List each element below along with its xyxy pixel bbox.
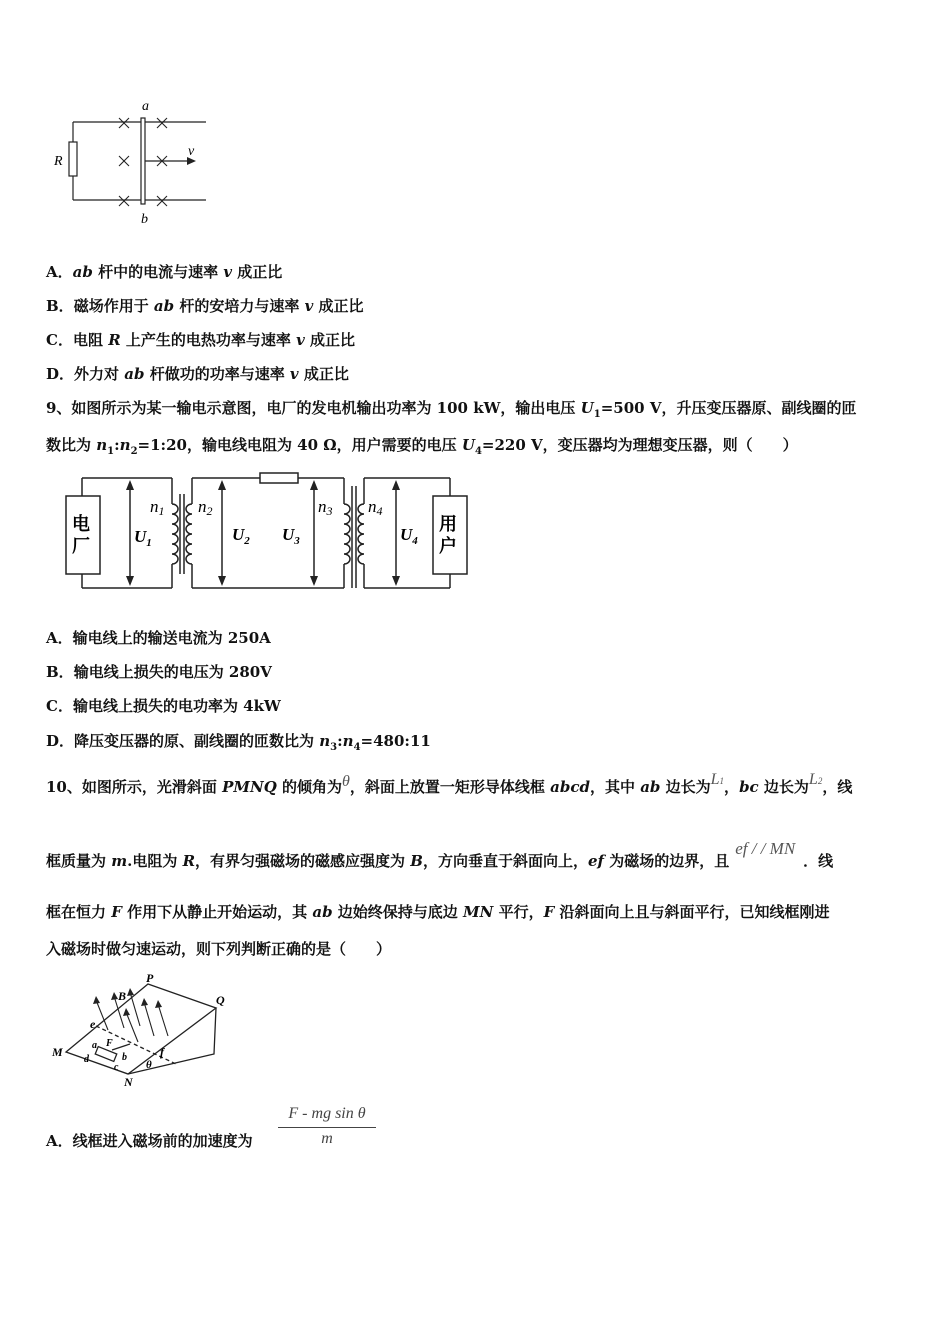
label-M: M	[52, 1045, 63, 1059]
svg-text:U1: $U_1$	[134, 527, 152, 549]
svg-text:U2: $U_2$	[232, 525, 250, 547]
label-v: v	[188, 144, 195, 159]
q10-stem-line2: 框质量为 m.电阻为 R，有界匀强磁场的磁感应强度为 B，方向垂直于斜面向上，ef 为磁场的边界，且ef / / MN．线	[46, 839, 834, 870]
label-e: e	[90, 1017, 96, 1031]
plant-char-1: 电	[72, 514, 90, 534]
incline-figure	[46, 970, 236, 1092]
q10-option-a[interactable]: A．线框进入磁场前的加速度为	[46, 1132, 253, 1150]
rail-rod-figure	[40, 92, 220, 232]
U2-label: U	[232, 525, 245, 544]
q9-stem-line2: 数比为 $n_1:n_2=1:20$，输电线电阻为 40 Ω，用户需要的电压 $U_4=220$ V，变压器均为理想变压器，则（ ）	[46, 436, 798, 457]
q9-option-c[interactable]: C．输电线上损失的电功率为 4kW	[46, 697, 281, 715]
q10-stem-line1: 10、如图所示，光滑斜面 PMNQ 的倾角为θ，斜面上放置一矩形导体线框 abcd，其中 ab 边长为L1，bc 边长为L2，线	[46, 771, 853, 796]
label-R: R	[54, 154, 63, 169]
label-F: F	[106, 1038, 113, 1049]
svg-text:U3: $U_3$	[282, 525, 300, 547]
field-arrows	[96, 992, 168, 1042]
label-b: b	[122, 1052, 127, 1063]
acceleration-fraction	[278, 1104, 376, 1150]
n2-label: n	[198, 497, 207, 516]
label-theta: θ	[146, 1059, 152, 1071]
label-c: c	[114, 1062, 119, 1073]
q8-option-d[interactable]: D．外力对 ab 杆做功的功率与速率 v 成正比	[46, 365, 349, 383]
label-a: a	[92, 1040, 97, 1051]
q9-option-b[interactable]: B．输电线上损失的电压为 280V	[46, 663, 272, 681]
label-Q: Q	[216, 993, 225, 1007]
label-N: N	[124, 1075, 133, 1089]
q8-option-b[interactable]: B．磁场作用于 ab 杆的安培力与速率 v 成正比	[46, 297, 364, 315]
plant-char-2: 厂	[72, 536, 90, 556]
q8-option-a[interactable]: A．ab 杆中的电流与速率 v 成正比	[46, 263, 283, 281]
fraction-numerator: F - mg sin θ	[278, 1104, 376, 1128]
user-char-1: 用	[439, 514, 457, 534]
svg-text:n4: n4	[368, 497, 383, 518]
q10-stem-line3: 框在恒力 F 作用下从静止开始运动，其 ab 边始终保持与底边 MN 平行，F 沿斜面向上且与斜面平行，已知线框刚进	[46, 903, 830, 921]
label-b: b	[141, 212, 148, 227]
fraction-denominator: m	[321, 1130, 333, 1147]
label-P: P	[146, 971, 154, 985]
label-a: a	[142, 99, 149, 114]
U3-label: U	[282, 525, 295, 544]
label-B: B	[118, 989, 127, 1003]
transmission-figure	[60, 466, 480, 596]
n1-label: n	[150, 497, 159, 516]
U1-label: U	[134, 527, 147, 546]
svg-text:n3: n3	[318, 497, 333, 518]
label-f: f	[160, 1045, 164, 1059]
q9-option-a[interactable]: A．输电线上的输送电流为 250A	[46, 629, 271, 647]
svg-text:n2: n2	[198, 497, 213, 518]
q10-stem-line4: 入磁场时做匀速运动，则下列判断正确的是（ ）	[46, 940, 392, 958]
svg-text:U4: $U_4$	[400, 525, 418, 547]
n4-label: n	[368, 497, 377, 516]
label-d: d	[84, 1054, 89, 1065]
q9-stem-line1: 9、如图所示为某一输电示意图，电厂的发电机输出功率为 100 kW，输出电压 $U_1=500$ V，升压变压器原、副线圈的匝	[46, 399, 857, 420]
svg-text:n1: n1	[150, 497, 165, 518]
q9-option-d[interactable]: D．降压变压器的原、副线圈的匝数比为 $n_3:n_4=480:11$	[46, 732, 431, 753]
U4-label: U	[400, 525, 413, 544]
n3-label: n	[318, 497, 327, 516]
user-char-2: 户	[439, 536, 457, 556]
q8-option-c[interactable]: C．电阻 R 上产生的电热功率与速率 v 成正比	[46, 331, 356, 349]
